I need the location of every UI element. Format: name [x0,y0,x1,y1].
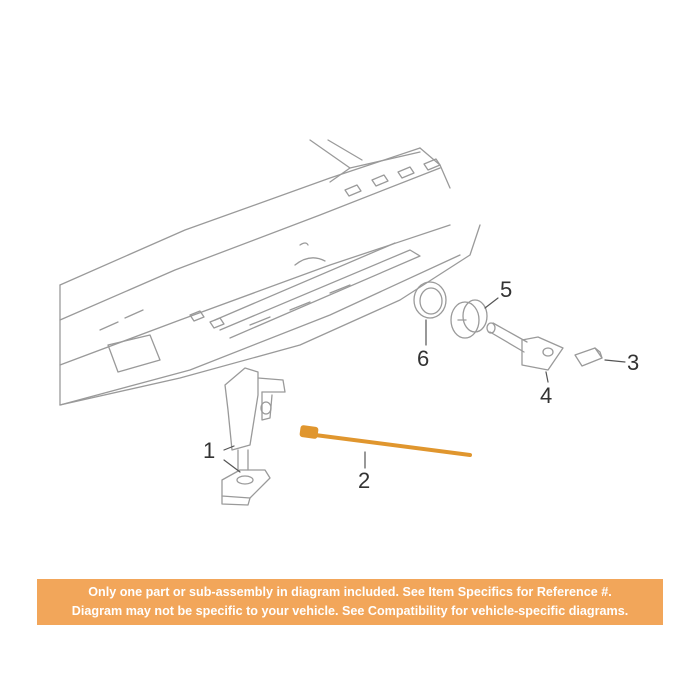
highlighted-rod-part [299,425,470,455]
disclaimer-line-1: Only one part or sub-assembly in diagram included. See Item Specifics for Reference #. [88,585,612,599]
callout-6: 6 [417,346,430,371]
disclaimer-line-2: Diagram may not be specific to your vehicle. See Compatibility for vehicle-specific diagrams. [71,604,629,618]
disclaimer-banner [37,579,663,625]
ring-part [414,282,446,318]
callout-4: 4 [540,383,553,408]
jack-part [222,368,285,505]
callout-3: 3 [627,350,640,375]
callout-5: 5 [500,277,513,302]
cap-part [575,348,602,366]
cup-part [451,300,487,338]
callout-1: 1 [203,438,216,463]
callout-2: 2 [358,468,371,493]
shaft-part [487,323,563,370]
